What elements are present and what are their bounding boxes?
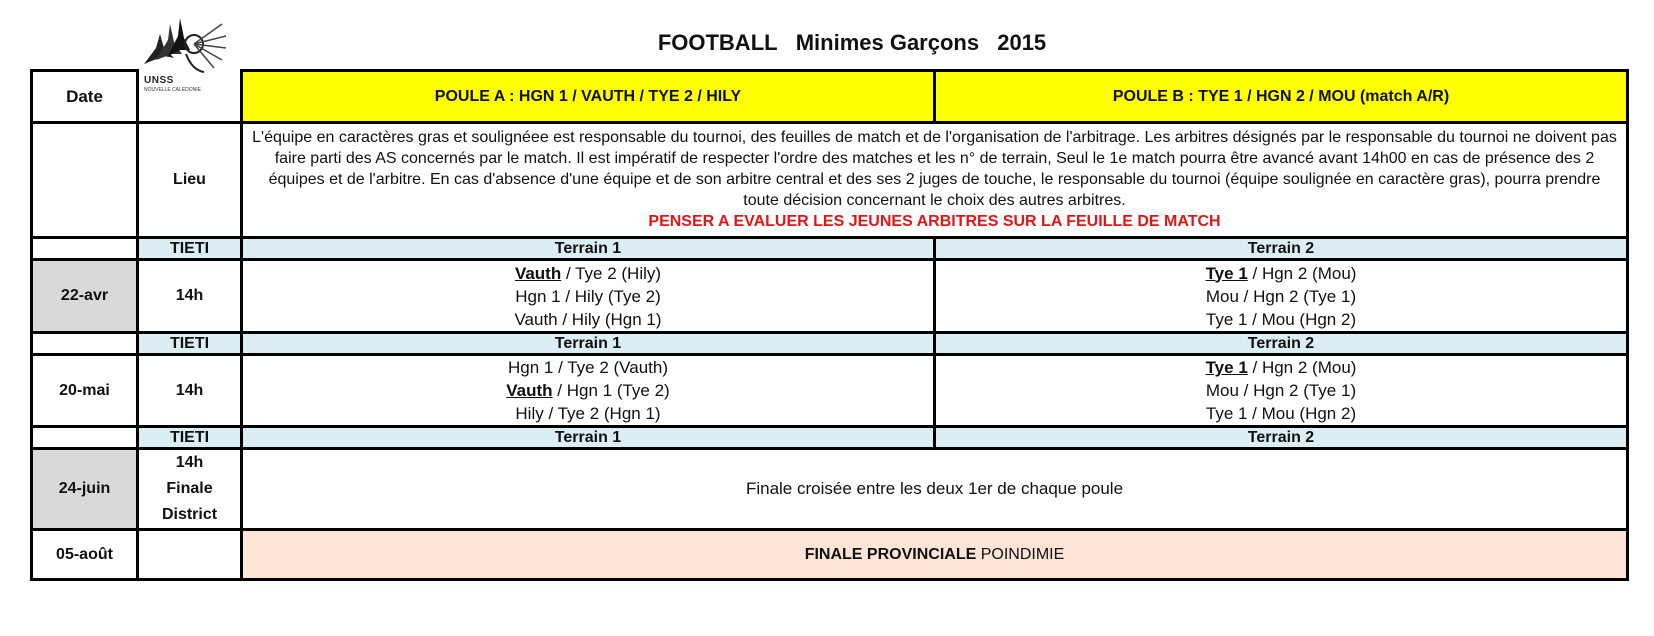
venue-label: TIETI — [138, 238, 242, 260]
logo-subtitle: NOUVELLE CALEDONIE — [144, 87, 201, 93]
rules-text: L'équipe en caractères gras et soulignéee est responsable du tournoi, des feuilles de match et de l'organisation de l'arbitrage. Les arbitres désignés par le responsable du tournoi ne doivent pas faire parti des AS concernés par le match. Il est impératif de respecter l'ordre des matches et les n° de terrain, Seul le 1e match pourra être avancé avant 14h00 en cas de présence des 2 équipes et de l'arbitre. En cas d'absence d'une équipe et de son arbitre central et des ses 2 juges de touche, le responsable du tournoi (équipe soulignée en caractère gras), pourra prendre toute décision concernant le choix des autres arbitres. — [252, 128, 1617, 209]
venue-row — [32, 427, 1628, 449]
poule-a-matches — [242, 260, 935, 333]
responsible-team: Vauth — [506, 381, 553, 400]
match-line: Mou / Hgn 2 (Tye 1) — [1205, 381, 1357, 400]
responsible-team: Tye 1 — [1205, 358, 1248, 377]
logo-cell — [138, 71, 242, 123]
poule-a-matches — [242, 355, 935, 427]
poule-a-header: POULE A : HGN 1 / VAUTH / TYE 2 / HILY — [242, 71, 935, 123]
venue-row — [32, 333, 1628, 355]
info-description-cell — [242, 123, 1628, 238]
match-line: Hgn 1 / Tye 2 (Vauth) — [507, 358, 668, 377]
match-line: Vauth / Hgn 1 (Tye 2) — [506, 381, 670, 400]
venue-date-cell — [32, 238, 138, 260]
title-category: Minimes Garçons — [795, 30, 980, 55]
poule-b-matches — [935, 355, 1628, 427]
final-district-row — [32, 449, 1628, 530]
final-provincial-date: 05-août — [32, 530, 138, 580]
title-sport: FOOTBALL — [657, 30, 778, 55]
terrain-1-label: Terrain 1 — [242, 238, 935, 260]
match-line: Hgn 1 / Hily (Tye 2) — [515, 286, 661, 306]
poule-b-header: POULE B : TYE 1 / HGN 2 / MOU (match A/R) — [935, 71, 1628, 123]
final-provincial-place: POINDIMIE — [980, 545, 1065, 563]
terrain-2-label: Terrain 2 — [935, 238, 1628, 260]
venue-label: TIETI — [138, 427, 242, 449]
match-line: Tye 1 / Hgn 2 (Mou) — [1205, 358, 1357, 377]
terrain-2-label: Terrain 2 — [935, 333, 1628, 355]
info-date-cell — [32, 123, 138, 238]
final-provincial-cell — [242, 530, 1628, 580]
match-row — [32, 355, 1628, 427]
final-provincial-label: FINALE PROVINCIALE — [804, 545, 977, 563]
responsible-team: Tye 1 — [1205, 263, 1248, 283]
match-line: Tye 1 / Mou (Hgn 2) — [1205, 404, 1357, 423]
final-district-time: 14h Finale District — [138, 449, 242, 530]
venue-label: TIETI — [138, 333, 242, 355]
venue-date-cell — [32, 427, 138, 449]
lieu-label: Lieu — [138, 123, 242, 238]
terrain-1-label: Terrain 1 — [242, 333, 935, 355]
poule-b-matches — [935, 260, 1628, 333]
match-line: Vauth / Hily (Hgn 1) — [514, 309, 662, 329]
page-title — [0, 30, 1654, 56]
match-line: Hily / Tye 2 (Hgn 1) — [515, 404, 661, 423]
match-line: Tye 1 / Hgn 2 (Mou) — [1205, 263, 1357, 283]
match-line: Mou / Hgn 2 (Tye 1) — [1205, 286, 1357, 306]
final-district-text: Finale croisée entre les deux 1er de chaque poule — [242, 449, 1628, 530]
match-date: 22-avr — [32, 260, 138, 333]
final-provincial-time — [138, 530, 242, 580]
logo-name: UNSS — [144, 75, 174, 86]
match-line: Vauth / Tye 2 (Hily) — [514, 263, 662, 283]
match-date: 20-mai — [32, 355, 138, 427]
match-line: Tye 1 / Mou (Hgn 2) — [1205, 309, 1357, 329]
final-provincial-row — [32, 530, 1628, 580]
final-district-date: 24-juin — [32, 449, 138, 530]
match-time: 14h — [138, 355, 242, 427]
match-time: 14h — [138, 260, 242, 333]
venue-row — [32, 238, 1628, 260]
info-row — [32, 123, 1628, 238]
terrain-1-label: Terrain 1 — [242, 427, 935, 449]
referee-warning: PENSER A EVALUER LES JEUNES ARBITRES SUR LA FEUILLE DE MATCH — [648, 212, 1221, 230]
date-header: Date — [32, 71, 138, 123]
terrain-2-label: Terrain 2 — [935, 427, 1628, 449]
match-row — [32, 260, 1628, 333]
responsible-team: Vauth — [514, 263, 562, 283]
header-row — [32, 71, 1628, 123]
venue-date-cell — [32, 333, 138, 355]
title-year: 2015 — [997, 30, 1047, 55]
schedule-table — [30, 69, 1629, 581]
